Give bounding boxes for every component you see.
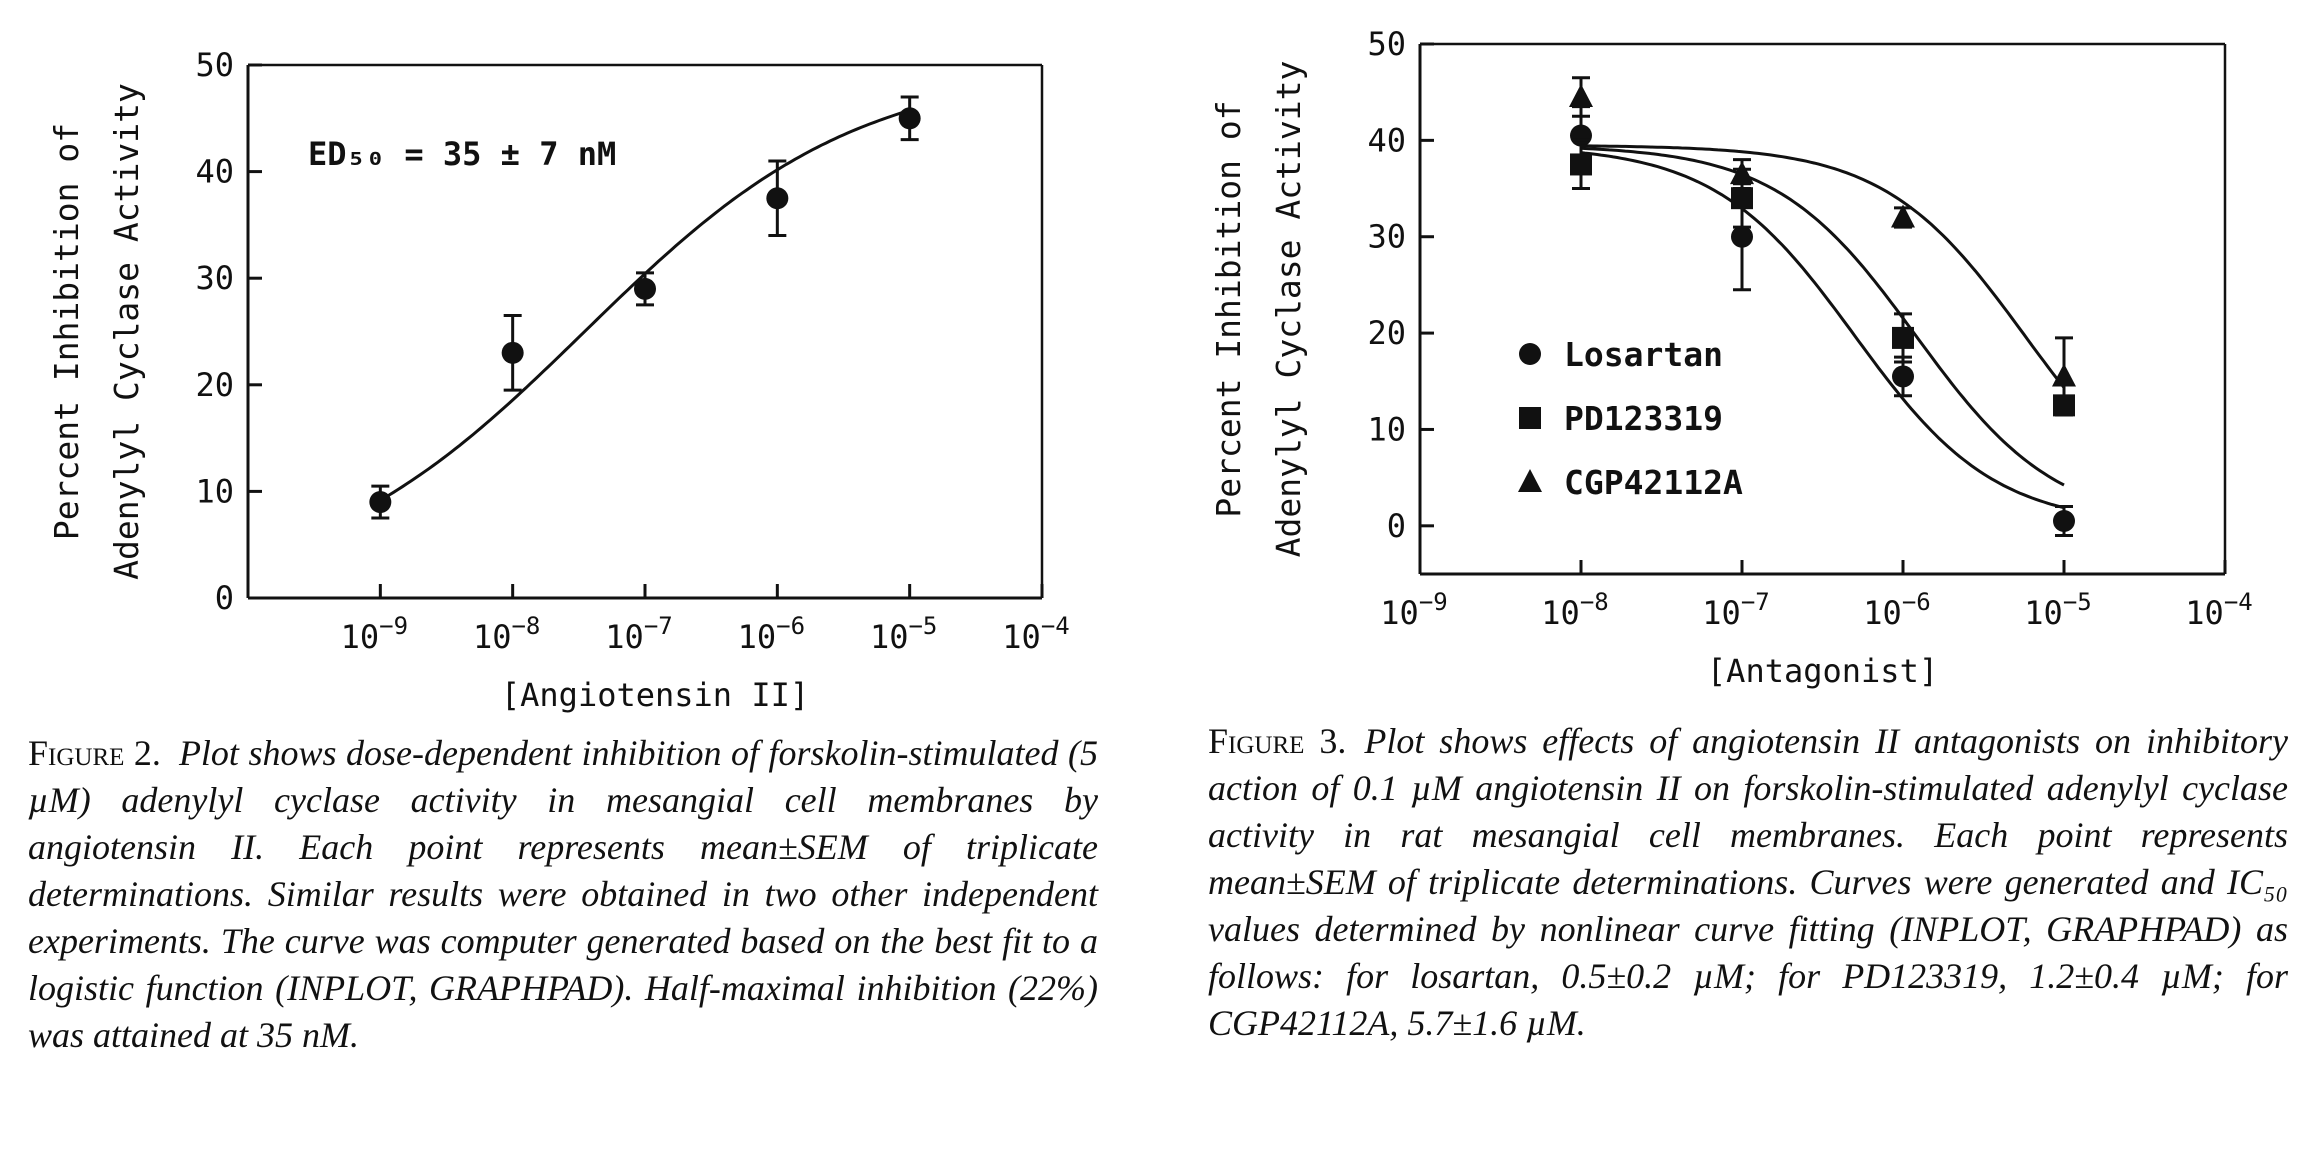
chart3-point xyxy=(1892,327,1914,349)
chart3-y-tick-label: 20 xyxy=(1367,314,1406,353)
figure-3-label: Figure 3. xyxy=(1208,721,1347,761)
chart2-y-label-line1: Percent Inhibition of xyxy=(47,122,86,541)
chart2-point xyxy=(502,342,524,364)
chart2-x-tick-label: $10^{-4}$ xyxy=(1002,612,1070,656)
chart3-y-tick-label: 0 xyxy=(1386,506,1406,545)
chart3-x-tick-label: $10^{-7}$ xyxy=(1702,588,1770,632)
chart3-y-label-line2: Adenylyl Cyclase Activity xyxy=(1269,60,1308,558)
chart2-y-tick-label: 0 xyxy=(214,579,234,617)
chart2-y-tick-label: 30 xyxy=(195,259,234,298)
chart2-x-tick-label: $10^{-6}$ xyxy=(737,612,806,656)
chart3-point xyxy=(1570,153,1592,175)
chart2-y-tick-label: 40 xyxy=(195,152,234,191)
chart2-x-tick-label: $10^{-5}$ xyxy=(869,612,938,656)
chart3-y-tick-label: 50 xyxy=(1367,25,1406,63)
chart2-x-tick-label: $10^{-7}$ xyxy=(605,612,673,656)
chart2-y-tick-label: 50 xyxy=(195,46,234,84)
figure-3-caption xyxy=(1208,718,2288,1047)
chart3-point xyxy=(1569,84,1593,107)
chart2-y-tick-label: 20 xyxy=(195,365,234,404)
chart3-legend-marker xyxy=(1519,343,1541,365)
chart3-point xyxy=(1731,226,1753,248)
chart2-x-tick-label: $10^{-8}$ xyxy=(472,612,541,656)
chart2-x-tick-label: $10^{-9}$ xyxy=(340,612,409,656)
chart2-point xyxy=(369,491,391,513)
chart2-x-label: [Angiotensin II] xyxy=(500,676,810,714)
chart3-legend-label: PD123319 xyxy=(1564,399,1723,438)
chart3-y-label-line1: Percent Inhibition of xyxy=(1209,100,1248,518)
chart3-y-tick-label: 30 xyxy=(1367,217,1406,256)
chart3-y-tick-label: 40 xyxy=(1367,121,1406,160)
chart3-x-tick-label: $10^{-6}$ xyxy=(1863,588,1931,632)
figure-2-label: Figure 2. xyxy=(28,733,161,773)
chart2-point xyxy=(766,187,788,209)
chart2-annotation: ED₅₀ = 35 ± 7 nM xyxy=(308,135,617,173)
chart3-x-label: [Antagonist] xyxy=(1706,652,1939,690)
chart3-y-tick-label: 10 xyxy=(1367,410,1406,449)
chart3-point xyxy=(1731,187,1753,209)
chart3-legend-marker xyxy=(1519,407,1541,429)
figure-2-caption xyxy=(28,730,1098,1059)
figure-3-text: Plot shows effects of angiotensin II antagonists on inhibitory action of 0.1 µM angiotensin II on forskolin-stimulated adenylyl cyclase activity in rat mesangial cell membranes. Each point represents mean±SEM of triplicate determinations. Curves were generated and IC₅₀ values determined by nonlinear curve fitting (INPLOT, GRAPHPAD) as follows: for losartan, 0.5±0.2 µM; for PD123319, 1.2±0.4 µM; for CGP42112A, 5.7±1.6 µM. xyxy=(1208,721,2288,1043)
chart3-fit-curve xyxy=(1581,153,2064,508)
chart3-legend-label: Losartan xyxy=(1564,335,1723,374)
chart3-x-tick-label: $10^{-9}$ xyxy=(1380,588,1448,632)
chart3-point xyxy=(2053,510,2075,532)
chart3-legend-marker xyxy=(1518,469,1542,492)
chart3-point xyxy=(1892,365,1914,387)
figure-2-text: Plot shows dose-dependent inhibition of forskolin-stimulated (5 µM) adenylyl cyclase activity in mesangial cell membranes by angiotensin II. Each point represents mean±SEM of triplicate determinations. Similar results were obtained in two other independent experiments. The curve was computer generated based on the best fit to a logistic function (INPLOT, GRAPHPAD). Half-maximal inhibition (22%) was attained at 35 nM. xyxy=(28,733,1098,1055)
chart3-legend-label: CGP42112A xyxy=(1564,463,1743,502)
chart3-x-tick-label: $10^{-4}$ xyxy=(2185,588,2253,632)
chart2-point xyxy=(899,107,921,129)
chart3-x-tick-label: $10^{-8}$ xyxy=(1541,588,1609,632)
chart3-x-tick-label: $10^{-5}$ xyxy=(2024,588,2092,632)
chart2-point xyxy=(634,278,656,300)
chart2-y-label-line2: Adenylyl Cyclase Activity xyxy=(107,83,146,580)
chart2-y-tick-label: 10 xyxy=(195,472,234,511)
